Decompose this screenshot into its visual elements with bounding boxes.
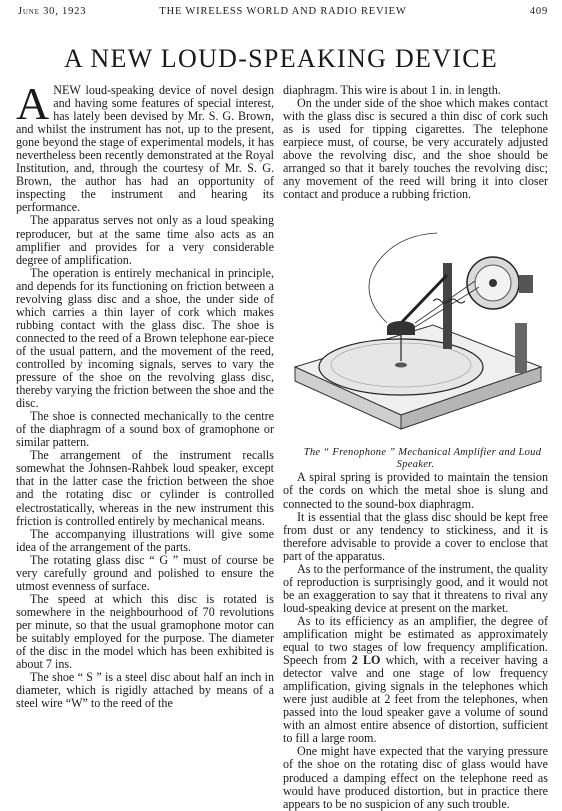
paragraph: The arrangement of the instrument recalls somewhat the Johnsen-Rahbek loud speaker, except that in the latter case the friction between the shoe and the rotating disc or cylinder is controlled electrostatically, whereas in the new instrument this friction is controlled entirely by mechanical means. [16, 448, 274, 528]
paragraph [283, 615, 548, 745]
apparatus-drawing [283, 205, 548, 445]
article-title: A NEW LOUD-SPEAKING DEVICE [63, 44, 499, 73]
paragraph: The accompanying illustrations will give some idea of the arrangement of the parts. [16, 526, 274, 554]
paragraph: The operation is entirely mechanical in principle, and depends for its functioning on friction between a revolving glass disc and a shoe, the under side of which carries a thin layer of cork which makes rubbing contact with the glass disc. The shoe is connected to the reed of a Brown telephone ear-piece of the usual pattern, and the movement of the reed, controlled by incoming signals, serves to vary the pressure of the shoe on the revolving glass disc, thereby varying the friction between the shoe and the disc. [16, 265, 274, 411]
paragraph-continued: diaphragm. This wire is about 1 in. in length. [283, 83, 501, 97]
running-head [18, 6, 548, 20]
right-column [283, 84, 548, 811]
page-number: 409 [529, 6, 548, 17]
figure-caption: The “ Frenophone ” Mechanical Amplifier and Loud Speaker. [303, 447, 542, 471]
left-column [16, 78, 274, 711]
paragraph: A spiral spring is provided to maintain the tension of the cords on which the metal shoe is slung and connected to the sound-box diaphragm. [283, 470, 548, 511]
issue-date: June 30, 1923 [18, 6, 87, 17]
paragraph: The shoe “ S ” is a steel disc about half an inch in diameter, which is rigidly attached by means of a steel wire “W” to the reed of the [16, 670, 274, 711]
journal-title: THE WIRELESS WORLD AND RADIO REVIEW [159, 6, 407, 17]
frenophone-illustration [283, 205, 548, 445]
paragraph: The speed at which this disc is rotated is somewhere in the neighbourhood of 70 revolutions per minute, so that the usual gramophone motor can be suitably employed for the purpose. The diameter of the disc in the model which has been exhibited is about 7 ins. [16, 591, 274, 672]
paragraph-text: which, with a receiver having a detector valve and one stage of low frequency amplification, giving signals in the telephones which were just audible at 2 feet from the telephones, when passed into the loud speaker gave a volume of sound with an almost entire absence of distortion, sufficient to fill a large room. [283, 653, 548, 746]
paragraph-intro [16, 78, 274, 215]
paragraph: One might have expected that the varying pressure of the shoe on the rotating disc of glass would have produced a damping effect on the telephone reed as would have produced distortion, but in practice there appears to be no suspicion of any such trouble. [283, 744, 548, 811]
paragraph-intro-text: NEW loud-speaking device of novel design and having some features of special interest, has lately been devised by Mr. S. G. Brown, and whilst the instrument has not, up to the present, gone beyond the stage of experimental models, it has nevertheless been recently demonstrated at the Royal Institution, and, through the courtesy of Mr. S. G. Brown, the author has had an opportunity of inspecting the instrument and hearing its performance. [16, 83, 274, 215]
paragraph: The shoe is connected mechanically to the centre of the diaphragm of a sound box of gramophone or similar pattern. [16, 409, 274, 450]
paragraph: It is essential that the glass disc should be kept free from dust or any tendency to stickiness, and it is therefore advisable to provide a cover to enclose that part of the apparatus. [283, 509, 548, 563]
paragraph: The rotating glass disc “ G ” must of course be very carefully ground and polished to ensure the utmost evenness of surface. [16, 552, 274, 593]
station-callsign: 2 LO [351, 653, 381, 668]
drop-cap: A [16, 78, 50, 129]
paragraph: As to the performance of the instrument, the quality of reproduction is surprisingly good, and it would not be an exaggeration to say that it threatens to rival any loud-speaking device at present on the market. [283, 561, 548, 615]
paragraph: The apparatus serves not only as a loud speaking reproducer, but at the same time also acts as an amplifier and provides for a very considerable degree of amplification. [16, 213, 274, 267]
paragraph-text: As to its efficiency as an amplifier, the degree of amplification might be estimated as approximately equal to two stages of low frequency amplification. Speech from [283, 613, 548, 668]
paragraph: On the under side of the shoe which makes contact with the glass disc is secured a thin disc of cork such as is used for tipping cigarettes. The telephone earpiece must, of course, be very accurately adjusted above the revolving disc, and the shoe should be arranged so that it barely touches the revolving disc; any movement of the reed will bring it into closer contact and produce a rubbing friction. [283, 96, 548, 202]
